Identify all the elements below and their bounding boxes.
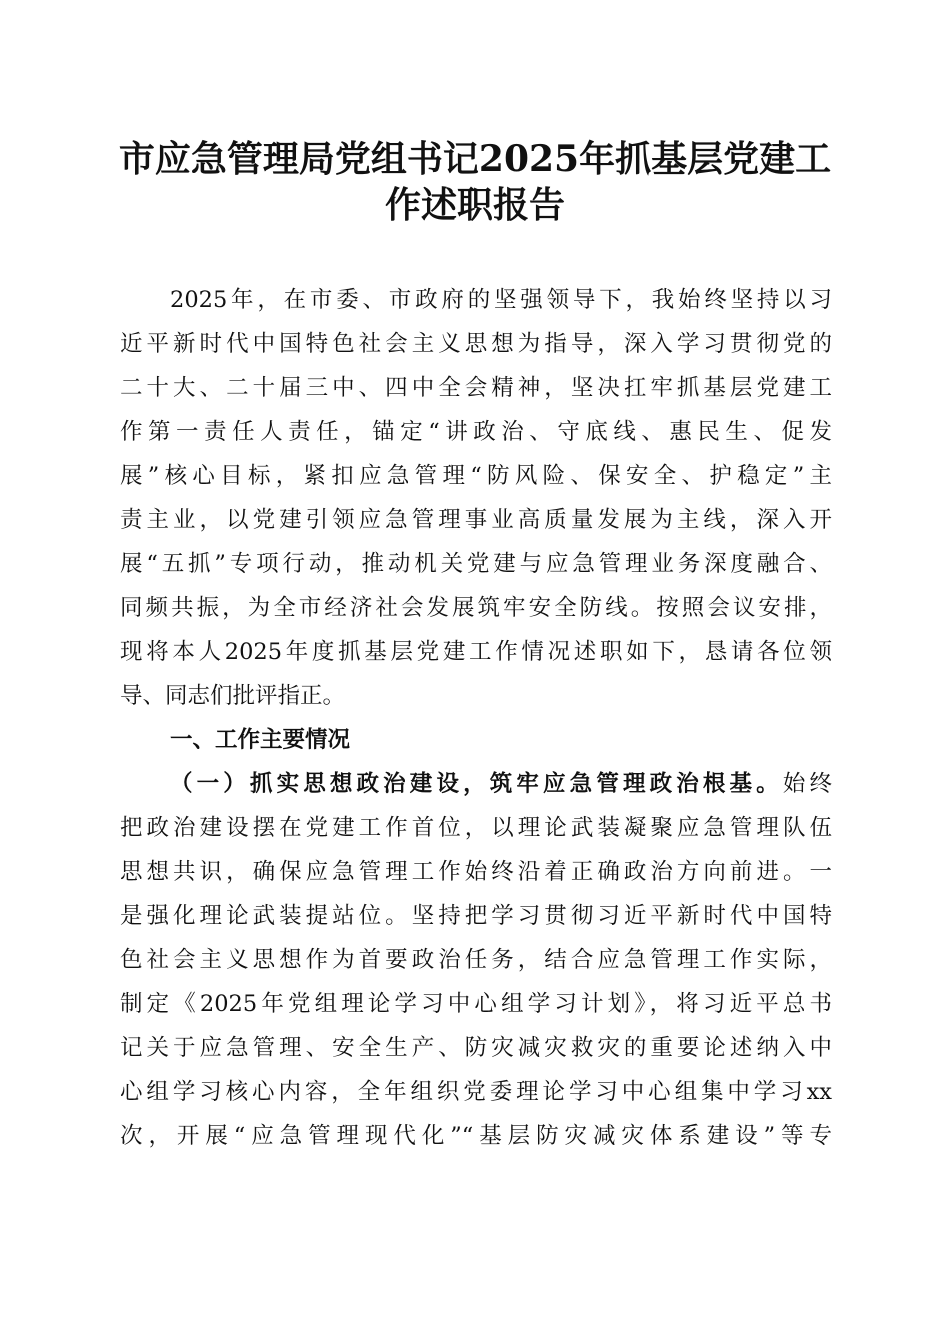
intro-line: 作第一责任人责任，锚定“讲政治、守底线、惠民生、促发 (120, 419, 832, 445)
section-heading: 一、工作主要情况 (170, 727, 351, 753)
intro-line: 2025年，在市委、市政府的坚强领导下，我始终坚持以习 (170, 287, 832, 313)
intro-line: 展“五抓”专项行动，推动机关党建与应急管理业务深度融合、 (120, 551, 832, 577)
title-line-2: 作述职报告 (384, 184, 565, 226)
intro-line: 展”核心目标，紧扣应急管理“防风险、保安全、护稳定”主 (120, 463, 832, 489)
section1-line: 次，开展“应急管理现代化”“基层防灾减灾体系建设”等专 (120, 1123, 832, 1149)
intro-line: 责主业，以党建引领应急管理事业高质量发展为主线，深入开 (120, 507, 832, 533)
sub-heading-continuation: 始终 (782, 771, 832, 797)
sub-heading: （一）抓实思想政治建设，筑牢应急管理政治根基。 (170, 771, 783, 797)
intro-line: 同频共振，为全市经济社会发展筑牢安全防线。按照会议安排， (120, 595, 832, 621)
section1-first-line (120, 762, 832, 806)
section1-line: 心组学习核心内容，全年组织党委理论学习中心组集中学习xx (120, 1079, 832, 1105)
intro-line: 二十大、二十届三中、四中全会精神，坚决扛牢抓基层党建工 (120, 375, 832, 401)
section1-line: 思想共识，确保应急管理工作始终沿着正确政治方向前进。一 (120, 859, 832, 885)
intro-line: 近平新时代中国特色社会主义思想为指导，深入学习贯彻党的 (120, 331, 832, 357)
title-line-1: 市应急管理局党组书记2025年抓基层党建工 (118, 138, 832, 180)
intro-line: 现将本人2025年度抓基层党建工作情况述职如下，恳请各位领 (120, 639, 832, 665)
document-title (110, 136, 840, 228)
intro-line: 导、同志们批评指正。 (120, 683, 346, 709)
document-body (120, 278, 832, 1158)
section1-line: 色社会主义思想作为首要政治任务，结合应急管理工作实际， (120, 947, 832, 973)
section1-line: 把政治建设摆在党建工作首位，以理论武装凝聚应急管理队伍 (120, 815, 832, 841)
intro-paragraph (120, 278, 832, 718)
section1-line: 制定《2025年党组理论学习中心组学习计划》，将习近平总书 (120, 991, 832, 1017)
section1-paragraph (120, 762, 832, 1158)
section1-line: 是强化理论武装提站位。坚持把学习贯彻习近平新时代中国特 (120, 903, 832, 929)
section1-line: 记关于应急管理、安全生产、防灾减灾救灾的重要论述纳入中 (120, 1035, 832, 1061)
